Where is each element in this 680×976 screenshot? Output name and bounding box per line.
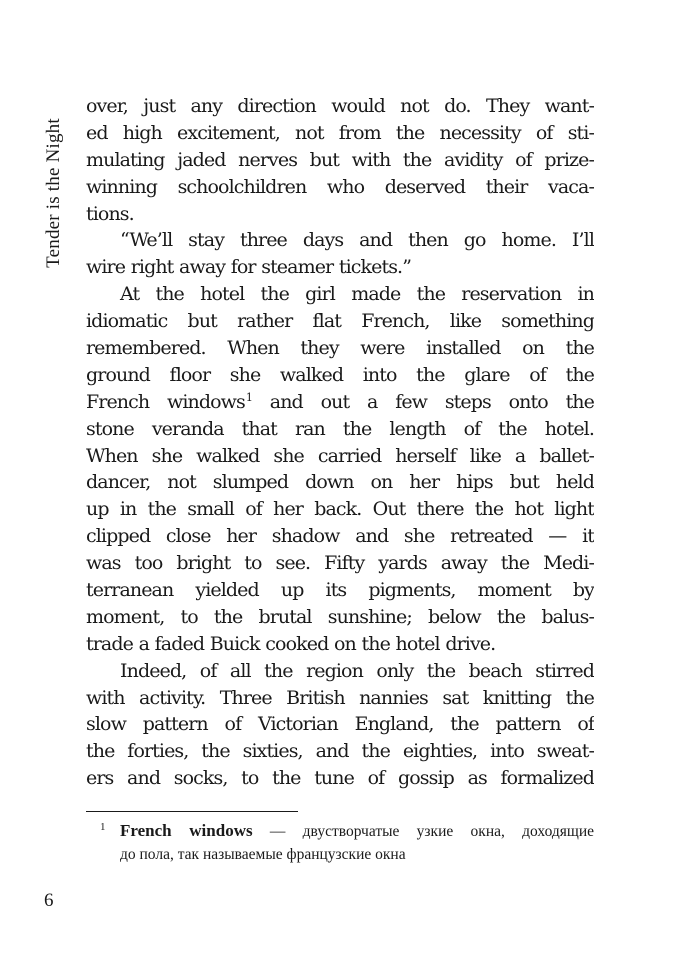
text-line: tions.: [86, 202, 134, 225]
footnote: [100, 819, 594, 866]
footnote-definition: — двустворчатые узкие окна, доходящие: [252, 823, 594, 840]
text-line: stone veranda that ran the length of the hotel.: [86, 417, 594, 440]
text-line: clipped close her shadow and she retreated — it: [86, 525, 594, 548]
text-line: When she walked she carried herself like a ballet-: [86, 444, 594, 467]
body-text: [86, 93, 594, 792]
text-line-with-footnote: [86, 389, 594, 416]
text-line: up in the small of her back. Out there the hot light: [86, 498, 594, 521]
text-line: ground floor she walked into the glare of the: [86, 363, 594, 386]
page-number: 6: [44, 890, 54, 911]
footnote-marker: 1: [100, 821, 106, 833]
text-line: with activity. Three British nannies sat knitting the: [86, 686, 594, 709]
text-line: Indeed, of all the region only the beach stirred: [120, 659, 594, 682]
text-line: ed high excitement, not from the necessity of sti-: [86, 121, 594, 144]
text-line: slow pattern of Victorian England, the pattern of: [86, 713, 594, 736]
footnote-divider: [86, 811, 298, 812]
text-line: winning schoolchildren who deserved their vaca-: [86, 175, 594, 198]
text-line: terranean yielded up its pigments, moment by: [86, 579, 594, 602]
footnote-anchor-text: French windows: [86, 390, 245, 413]
footnote-reference: 1: [245, 390, 253, 404]
text-line: At the hotel the girl made the reservation in: [120, 283, 594, 306]
footnote-term: French windows: [120, 821, 253, 840]
text-line: trade a faded Buick cooked on the hotel drive.: [86, 632, 496, 655]
text-line: dancer, not slumped down on her hips but held: [86, 471, 594, 494]
text-line: mulating jaded nerves but with the avidity of prize-: [86, 148, 594, 171]
text-line: the forties, the sixties, and the eighties, into sweat-: [86, 740, 594, 763]
text-line: was too bright to see. Fifty yards away the Medi-: [86, 552, 594, 575]
text-line: remembered. When they were installed on the: [86, 337, 594, 360]
text-line: “We’ll stay three days and then go home. I’ll: [120, 229, 594, 252]
running-head: [43, 100, 65, 286]
text-line: wire right away for steamer tickets.”: [86, 256, 412, 279]
footnote-line: до пола, так называемые французские окна: [120, 846, 406, 863]
text-line: over, just any direction would not do. They want-: [86, 95, 594, 117]
footnote-anchor-continuation: and out a few steps onto the: [269, 390, 594, 413]
text-line: moment, to the brutal sunshine; below the balus-: [86, 605, 594, 628]
text-line: ers and socks, to the tune of gossip as formalized: [86, 767, 594, 790]
footnote-line: [120, 819, 594, 843]
running-head-title: Tender is the Night: [43, 118, 64, 268]
text-line: idiomatic but rather flat French, like something: [86, 310, 594, 333]
